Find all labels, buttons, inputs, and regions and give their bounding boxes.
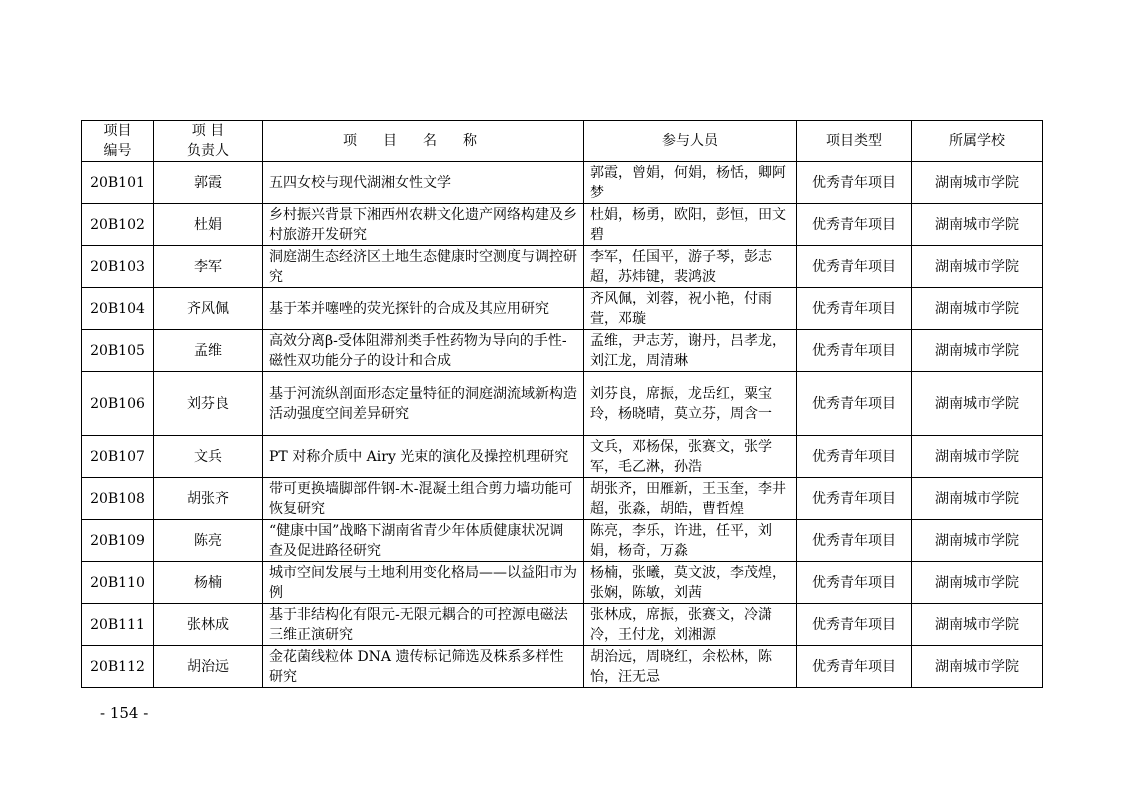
cell-school: 湖南城市学院 — [912, 436, 1043, 478]
cell-project-code: 20B105 — [82, 330, 154, 372]
cell-participants: 郭霞，曾娟，何娟，杨恬，卿阿梦 — [584, 162, 797, 204]
table-row — [82, 162, 1043, 204]
header-participants — [584, 121, 797, 162]
cell-project-leader: 齐风佩 — [154, 288, 263, 330]
cell-project-leader: 张林成 — [154, 604, 263, 646]
cell-project-name: PT 对称介质中 Airy 光束的演化及操控机理研究 — [263, 436, 584, 478]
table-header-row — [82, 121, 1043, 162]
table-row — [82, 520, 1043, 562]
cell-project-code: 20B107 — [82, 436, 154, 478]
table-row — [82, 288, 1043, 330]
cell-project-name: 基于非结构化有限元-无限元耦合的可控源电磁法三维正演研究 — [263, 604, 584, 646]
cell-project-type: 优秀青年项目 — [797, 646, 912, 688]
cell-project-type: 优秀青年项目 — [797, 288, 912, 330]
cell-project-name: 金花菌线粒体 DNA 遗传标记筛选及株系多样性研究 — [263, 646, 584, 688]
header-project-type — [797, 121, 912, 162]
cell-participants: 胡张齐，田雁新，王玉奎，李井超，张淼，胡皓，曹哲煌 — [584, 478, 797, 520]
cell-project-name: 乡村振兴背景下湘西州农耕文化遗产网络构建及乡村旅游开发研究 — [263, 204, 584, 246]
cell-project-leader: 胡治远 — [154, 646, 263, 688]
table-row — [82, 562, 1043, 604]
page-number: - 154 - — [100, 704, 149, 722]
cell-project-code: 20B112 — [82, 646, 154, 688]
table-row — [82, 604, 1043, 646]
cell-project-type: 优秀青年项目 — [797, 204, 912, 246]
cell-project-code: 20B111 — [82, 604, 154, 646]
cell-participants: 张林成，席振，张赛文，冷潇冷，王付龙，刘湘源 — [584, 604, 797, 646]
table-row — [82, 246, 1043, 288]
cell-school: 湖南城市学院 — [912, 204, 1043, 246]
cell-project-name: “健康中国”战略下湖南省青少年体质健康状况调查及促进路径研究 — [263, 520, 584, 562]
cell-project-type: 优秀青年项目 — [797, 604, 912, 646]
cell-project-code: 20B103 — [82, 246, 154, 288]
cell-participants: 陈亮，李乐，许进，任平，刘娟，杨奇，万淼 — [584, 520, 797, 562]
cell-school: 湖南城市学院 — [912, 604, 1043, 646]
header-project-type-label: 项目类型 — [826, 133, 882, 149]
table-body — [82, 162, 1043, 688]
cell-project-code: 20B108 — [82, 478, 154, 520]
cell-project-name: 五四女校与现代湖湘女性文学 — [263, 162, 584, 204]
cell-school: 湖南城市学院 — [912, 162, 1043, 204]
cell-project-leader: 郭霞 — [154, 162, 263, 204]
table-row — [82, 478, 1043, 520]
cell-project-leader: 李军 — [154, 246, 263, 288]
cell-participants: 齐风佩，刘蓉，祝小艳，付雨萱，邓璇 — [584, 288, 797, 330]
table-row — [82, 372, 1043, 436]
cell-participants: 文兵，邓杨保，张赛文，张学军，毛乙淋，孙浩 — [584, 436, 797, 478]
cell-project-type: 优秀青年项目 — [797, 246, 912, 288]
cell-project-code: 20B106 — [82, 372, 154, 436]
cell-participants: 杜娟，杨勇，欧阳，彭恒，田文碧 — [584, 204, 797, 246]
cell-project-leader: 杨楠 — [154, 562, 263, 604]
cell-project-type: 优秀青年项目 — [797, 478, 912, 520]
header-participants-label: 参与人员 — [662, 133, 718, 149]
cell-school: 湖南城市学院 — [912, 288, 1043, 330]
header-project-name-label: 项目名称 — [343, 133, 503, 149]
header-project-leader — [154, 121, 263, 162]
cell-project-name: 城市空间发展与土地利用变化格局——以益阳市为例 — [263, 562, 584, 604]
header-project-code — [82, 121, 154, 162]
cell-participants: 李军，任国平，游子琴，彭志超，苏炜键，裴鸿波 — [584, 246, 797, 288]
cell-project-code: 20B110 — [82, 562, 154, 604]
cell-project-code: 20B104 — [82, 288, 154, 330]
project-table — [81, 120, 1043, 688]
cell-participants: 杨楠，张曦，莫文波，李茂煌，张娴，陈敏，刘茜 — [584, 562, 797, 604]
cell-school: 湖南城市学院 — [912, 246, 1043, 288]
cell-project-type: 优秀青年项目 — [797, 562, 912, 604]
header-school-label: 所属学校 — [949, 133, 1005, 149]
cell-participants: 刘芬良，席振，龙岳红，粟宝玲，杨晓晴，莫立芬，周含一 — [584, 372, 797, 436]
cell-participants: 胡治远，周晓红，余松林，陈怡，汪无忌 — [584, 646, 797, 688]
cell-project-name: 洞庭湖生态经济区土地生态健康时空测度与调控研究 — [263, 246, 584, 288]
cell-project-leader: 刘芬良 — [154, 372, 263, 436]
cell-project-code: 20B109 — [82, 520, 154, 562]
cell-project-leader: 陈亮 — [154, 520, 263, 562]
cell-project-name: 基于苯并噻唑的荧光探针的合成及其应用研究 — [263, 288, 584, 330]
cell-project-leader: 孟维 — [154, 330, 263, 372]
cell-project-type: 优秀青年项目 — [797, 330, 912, 372]
cell-school: 湖南城市学院 — [912, 520, 1043, 562]
cell-project-name: 高效分离β-受体阻滞剂类手性药物为导向的手性-磁性双功能分子的设计和合成 — [263, 330, 584, 372]
cell-school: 湖南城市学院 — [912, 478, 1043, 520]
cell-school: 湖南城市学院 — [912, 562, 1043, 604]
cell-project-code: 20B101 — [82, 162, 154, 204]
cell-project-type: 优秀青年项目 — [797, 436, 912, 478]
table-row — [82, 436, 1043, 478]
cell-school: 湖南城市学院 — [912, 372, 1043, 436]
header-project-name — [263, 121, 584, 162]
header-project-leader-label: 项 目 负责人 — [187, 123, 229, 159]
header-project-code-label: 项目 编号 — [103, 123, 132, 159]
cell-school: 湖南城市学院 — [912, 646, 1043, 688]
cell-project-leader: 文兵 — [154, 436, 263, 478]
cell-school: 湖南城市学院 — [912, 330, 1043, 372]
cell-project-name: 基于河流纵剖面形态定量特征的洞庭湖流域新构造活动强度空间差异研究 — [263, 372, 584, 436]
cell-project-type: 优秀青年项目 — [797, 162, 912, 204]
table-row — [82, 330, 1043, 372]
cell-project-name: 带可更换墙脚部件钢-木-混凝土组合剪力墙功能可恢复研究 — [263, 478, 584, 520]
header-school — [912, 121, 1043, 162]
cell-project-type: 优秀青年项目 — [797, 520, 912, 562]
table-row — [82, 646, 1043, 688]
cell-participants: 孟维，尹志芳，谢丹，吕孝龙，刘江龙，周清琳 — [584, 330, 797, 372]
cell-project-code: 20B102 — [82, 204, 154, 246]
cell-project-leader: 杜娟 — [154, 204, 263, 246]
table-row — [82, 204, 1043, 246]
cell-project-type: 优秀青年项目 — [797, 372, 912, 436]
cell-project-leader: 胡张齐 — [154, 478, 263, 520]
